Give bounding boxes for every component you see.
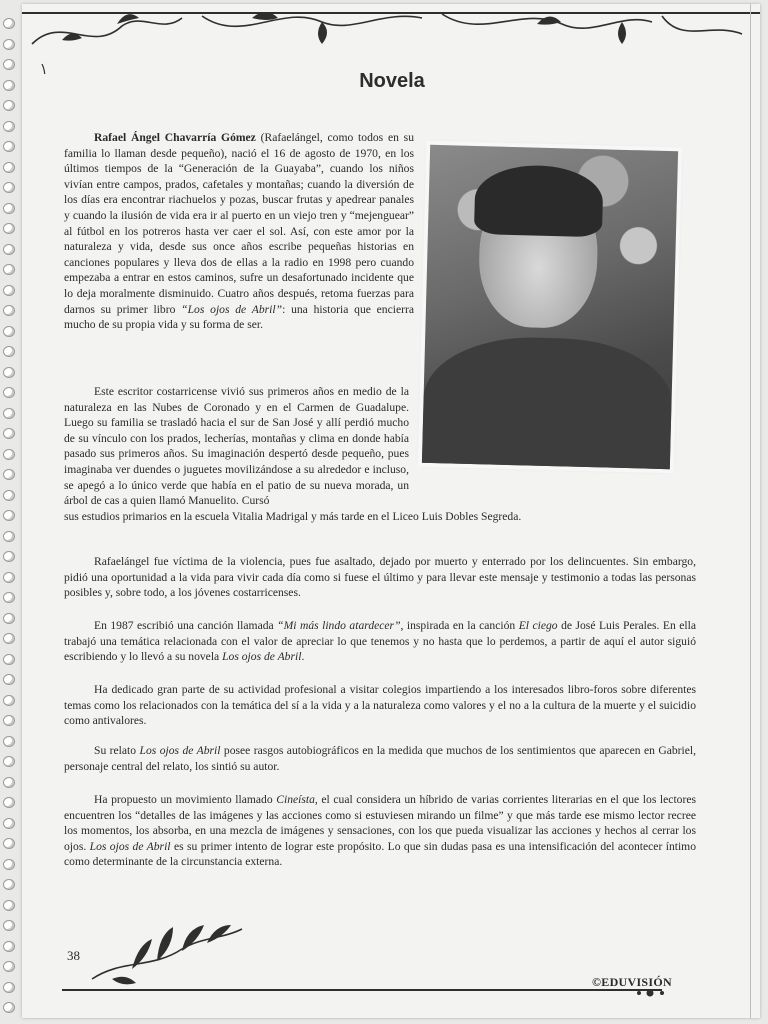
spiral-ring (3, 469, 15, 480)
page-title: Novela (359, 70, 425, 92)
right-margin-line (750, 4, 751, 1018)
spiral-ring (3, 346, 15, 357)
spiral-ring (3, 797, 15, 808)
paragraph-1-end: : una historia que encierra mucho de su propia vida y su forma de ser. (64, 302, 414, 332)
top-floral-ornament-icon (22, 4, 760, 74)
spiral-ring (3, 551, 15, 562)
paragraph-7-b: , el cual considera un híbrido de varias corrientes literarias en el que los lectores encuentren los “detalles de las imágenes y las acciones como si estuviesen mirando un filme” y que más tarde ese mismo lector recree los momentos, los absorba, en una mezcla de imágenes y sensaciones, con los que pueda visualizar las acciones y hechos al cerrar los ojos. (64, 793, 696, 853)
spiral-ring (3, 613, 15, 624)
paragraph-5: Ha dedicado gran parte de su actividad profesional a visitar colegios impartiendo a los interesados libro-foros sobre diferentes temas como los relacionados con la temática del sí a la vida y a la naturaleza como valores y el no a la cultura de la muerte y el suicidio como antivalores. (64, 683, 696, 728)
spiral-ring (3, 982, 15, 993)
movement-name: Cineísta (276, 793, 315, 806)
spiral-ring (3, 305, 15, 316)
spiral-ring (3, 203, 15, 214)
paragraph-2 (64, 384, 522, 524)
spiral-ring (3, 654, 15, 665)
document-page (22, 4, 760, 1018)
spiral-ring (3, 900, 15, 911)
spiral-ring (3, 100, 15, 111)
spiral-ring (3, 141, 15, 152)
novel-title: Los ojos de Abril (222, 650, 302, 664)
novel-title: Los ojos de Abril (89, 839, 171, 853)
paragraph-7 (64, 792, 696, 870)
paragraph-7-a: Ha propuesto un movimiento llamado (94, 793, 277, 806)
spiral-ring (3, 715, 15, 726)
spiral-ring (3, 592, 15, 603)
spiral-ring (3, 920, 15, 931)
spiral-ring (3, 121, 15, 132)
spiral-ring (3, 18, 15, 29)
song-title: “Mi más lindo atardecer” (277, 619, 401, 632)
paragraph-4-d: . (301, 650, 305, 664)
publisher-logo: ©EDUVISIÓN (592, 975, 672, 989)
spiral-ring (3, 756, 15, 767)
paragraph-2-tail: sus estudios primarios en la escuela Vitalia Madrigal y más tarde en el Liceo Luis Dobles Segreda. (64, 509, 522, 523)
spiral-ring (3, 531, 15, 542)
spiral-ring (3, 777, 15, 788)
paragraph-6 (64, 743, 696, 774)
spiral-ring (3, 941, 15, 952)
author-photo (422, 145, 678, 469)
spiral-ring (3, 859, 15, 870)
spiral-ring (3, 59, 15, 70)
spiral-ring (3, 674, 15, 685)
spiral-ring (3, 449, 15, 460)
paragraph-4-a: En 1987 escribió una canción llamada (94, 619, 278, 632)
spiral-ring (3, 244, 15, 255)
paragraph-6-a: Su relato (94, 744, 140, 757)
spiral-ring (3, 736, 15, 747)
spiral-ring (3, 961, 15, 972)
novel-title: Los ojos de Abril (139, 744, 221, 757)
paragraph-4-b: , inspirada en la canción (400, 619, 519, 632)
spiral-ring (3, 490, 15, 501)
paragraph-6-b: posee rasgos autobiográficos en la medida que muchos de los sentimientos que aparecen en Gabriel, personaje central del relato, los sintió su autor. (64, 744, 696, 773)
spiral-ring (3, 838, 15, 849)
paragraph-1-text: (Rafaelángel, como todos en su familia lo llaman desde pequeño), nació el 16 de agosto de 1970, en los últimos tiempos de la “Generación de la Guayaba”, cuando los niños vivían entre campos, prados, cafetales y montañas; cuando la diversión de los días era encontrar riachuelos y pozas, buscar frutas y apedrear panales y cuando la ilusión de vida era ir al puerto en un viejo tren y “mejenguear” al fútbol en los potreros hasta ver caer el sol. Así, con este amor por la naturaleza y vida, desde sus once años escribe pequeñas historias en canciones populares y lleva dos de ellas a la radio en 1998 pero cuando empezaba a entrar en estos caminos, sufre un desafortunado incidente que lo deja moralmente disminuido. Cuatro años después, retoma fuerzas para darnos su primer libro (64, 131, 414, 316)
spiral-binding (0, 0, 22, 1024)
spiral-ring (3, 695, 15, 706)
spiral-ring (3, 367, 15, 378)
bottom-floral-ornament-icon (62, 909, 282, 994)
spiral-ring (3, 162, 15, 173)
footer-dots-icon (634, 988, 674, 998)
spiral-ring (3, 818, 15, 829)
paragraph-1 (64, 130, 414, 333)
spiral-ring (3, 223, 15, 234)
paragraph-4-c: de José Luis Perales. En ella trabajó una temática relacionada con el valor de apreciar lo que tenemos y no hasta que lo perdemos, a partir de aquí el autor siguió escribiendo y lo llevó a su novela (64, 619, 696, 664)
book-title: “Los ojos de Abril” (181, 302, 283, 316)
paragraph-7-c: es su primer intento de lograr este propósito. Lo que sin dudas pasa es una intensificación del acontecer íntimo como determinante de la circunstancia externa. (64, 839, 696, 869)
spiral-ring (3, 428, 15, 439)
paragraph-3: Rafaelángel fue víctima de la violencia, pues fue asaltado, dejado por muerto y enterrado por los delincuentes. Sin embargo, pidió una oportunidad a la vida para vivir cada día como si fuese el último y para llevar este mensaje y testimonio a todas las personas posibles y, sobre todo, a los jóvenes costarricenses. (64, 555, 696, 600)
spiral-ring (3, 408, 15, 419)
spiral-ring (3, 572, 15, 583)
page-number: 38 (67, 948, 80, 963)
spiral-ring (3, 633, 15, 644)
spiral-ring (3, 510, 15, 521)
spiral-ring (3, 264, 15, 275)
spiral-ring (3, 879, 15, 890)
author-name: Rafael Ángel Chavarría Gómez (94, 131, 256, 144)
spiral-ring (3, 80, 15, 91)
spiral-ring (3, 326, 15, 337)
footer-line (62, 989, 662, 991)
spiral-ring (3, 387, 15, 398)
paragraph-4 (64, 618, 696, 665)
spiral-ring (3, 1002, 15, 1013)
spiral-ring (3, 182, 15, 193)
spiral-ring (3, 39, 15, 50)
referenced-song: El ciego (518, 619, 558, 632)
paragraph-2-text: Este escritor costarricense vivió sus primeros años en medio de la naturaleza en las Nubes de Coronado y en el Carmen de Guadalupe. Luego su familia se trasladó hacia el sur de San José y allí perdió mucho de su vínculo con los prados, lecherías, montañas y clima en donde había pasado sus primeros años. Su imaginación despertó desde pequeño, pues imaginaba ver duendes o juguetes movilizándose a su alrededor e incluso, se apegó a lo único verde que había en el patio de su nueva morada, un árbol de cas a quien llamó Manuelito. Cursó (64, 385, 409, 508)
spiral-ring (3, 285, 15, 296)
